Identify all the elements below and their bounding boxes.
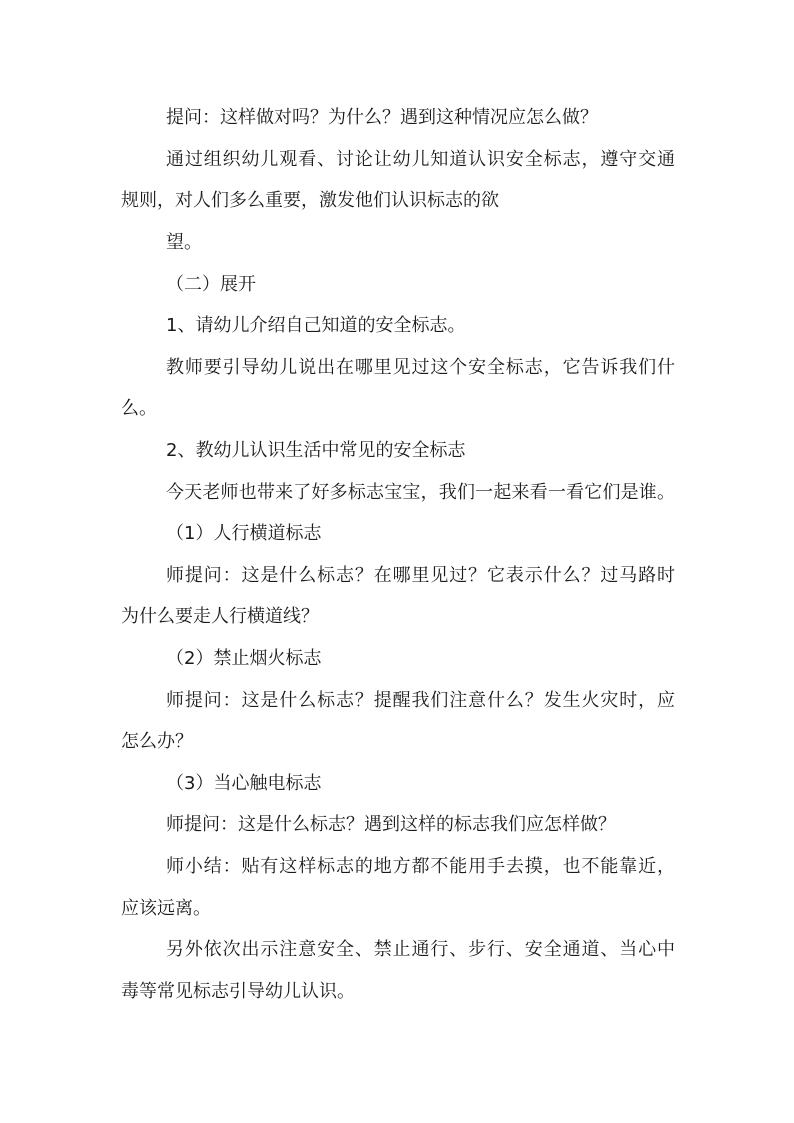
sub-heading: （2）禁止烟火标志 xyxy=(166,648,322,669)
sub-heading: （3）当心触电标志 xyxy=(166,773,322,794)
paragraph-line: 为什么要走人行横道线？ xyxy=(121,606,319,627)
paragraph-line: 应该远离。 xyxy=(121,898,211,919)
paragraph-line: 毒等常见标志引导幼儿认识。 xyxy=(121,981,355,1002)
paragraph-line: 么。 xyxy=(121,398,157,419)
paragraph-line: 望。 xyxy=(166,232,202,253)
paragraph-line: 规则，对人们多么重要，激发他们认识标志的欲 xyxy=(121,190,499,211)
paragraph-line: 另外依次出示注意安全、禁止通行、步行、安全通道、当心中 xyxy=(166,939,675,960)
sub-heading: （1）人行横道标志 xyxy=(166,523,322,544)
question-line: 提问：这样做对吗？为什么？遇到这种情况应怎么做？ xyxy=(166,107,598,128)
paragraph-line: 怎么办？ xyxy=(121,731,193,752)
paragraph-line: 教师要引导幼儿说出在哪里见过这个安全标志，它告诉我们什 xyxy=(166,357,675,378)
numbered-item: 1、请幼儿介绍自己知道的安全标志。 xyxy=(166,315,466,336)
paragraph-line: 今天老师也带来了好多标志宝宝，我们一起来看一看它们是谁。 xyxy=(166,482,675,503)
paragraph-line: 通过组织幼儿观看、讨论让幼儿知道认识安全标志，遵守交通 xyxy=(166,149,675,170)
paragraph-line: 师小结：贴有这样标志的地方都不能用手去摸，也不能靠近， xyxy=(166,856,675,877)
section-heading: （二）展开 xyxy=(166,274,256,295)
numbered-item: 2、教幼儿认识生活中常见的安全标志 xyxy=(166,440,466,461)
paragraph-line: 师提问：这是什么标志？提醒我们注意什么？发生火灾时，应 xyxy=(166,690,675,711)
paragraph-line: 师提问：这是什么标志？遇到这样的标志我们应怎样做？ xyxy=(166,814,616,835)
paragraph-line: 师提问：这是什么标志？在哪里见过？它表示什么？过马路时 xyxy=(166,565,675,586)
